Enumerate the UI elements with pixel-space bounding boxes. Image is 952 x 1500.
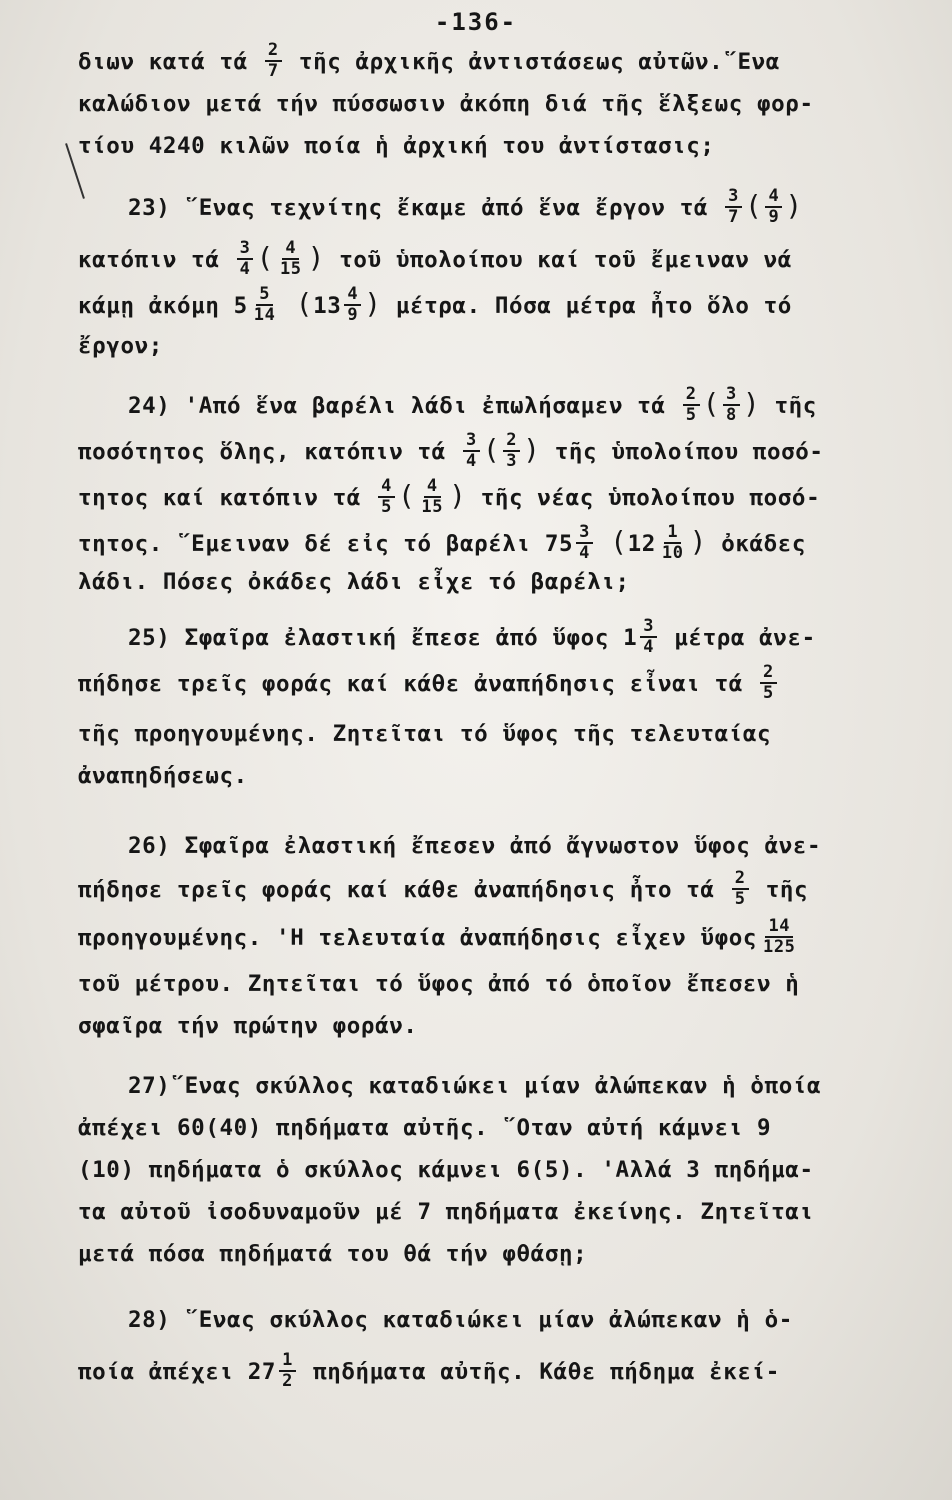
text-segment: 27)῞Ενας σκύλλος καταδιώκει μίαν ἀλώπεκαν ἡ ὁποία <box>128 1073 822 1099</box>
text-line <box>78 661 912 704</box>
mixed-whole: 13 <box>313 293 342 319</box>
text-segment: τίου 4240 κιλῶν ποία ἡ ἀρχική του ἀντίστασις; <box>78 133 715 159</box>
mixed-whole: 27 <box>247 1359 277 1385</box>
text-line <box>78 964 912 1004</box>
fraction: $\frac{3}{4}$ <box>463 432 480 470</box>
fraction: $\frac{2}{5}$ <box>760 664 777 702</box>
text-segment: ἀναπηδήσεως. <box>78 763 248 789</box>
text-segment: κάμῃ ἀκόμη <box>78 293 220 319</box>
fraction: $\frac{4}{5}$ <box>378 478 395 516</box>
page-number: -136- <box>434 8 518 36</box>
text-segment: διων κατά τά <box>78 49 248 75</box>
text-segment: ἔργον; <box>78 333 163 359</box>
text-segment: μέτρα ἀνε- <box>674 625 816 651</box>
text-line <box>78 1349 912 1392</box>
text-segment: πηδήματα αὐτῆς. Κάθε πήδημα ἐκεί- <box>313 1359 780 1385</box>
text-line: τητος καί κατόπιν τά $\frac{4}{5}$ ( $\frac{4}{15}$ ) τῆς νέας ὑπολοίπου ποσό- <box>78 475 821 517</box>
text-line <box>78 867 912 910</box>
text-segment: 25) Σφαῖρα ἐλαστική ἔπεσε ἀπό ὕφος <box>128 625 609 651</box>
mixed-whole: 1 <box>623 625 638 651</box>
text-segment: πήδησε τρεῖς φοράς καί κάθε ἀναπήδησις εἶναι τά <box>78 671 743 697</box>
fraction: $\frac{4}{9}$ <box>765 188 782 226</box>
problem-25-line <box>128 615 912 658</box>
fraction: $\frac{2}{5}$ <box>683 386 700 424</box>
mixed-whole: 75 <box>544 531 574 557</box>
fraction: $\frac{3}{4}$ <box>576 524 593 562</box>
mixed-whole: 5 <box>233 293 248 319</box>
text-segment: τοῦ μέτρου. Ζητεῖται τό ὕφος ἀπό τό ὁποῖον ἔπεσεν ἡ <box>78 971 800 997</box>
fraction: $\frac{4}{9}$ <box>344 286 361 324</box>
text-segment: πήδησε τρεῖς φοράς καί κάθε ἀναπήδησις ἦτο τά <box>78 877 715 903</box>
fraction: $\frac{14}{125}$ <box>763 915 796 957</box>
text-line <box>78 326 912 366</box>
text-line: ποσότητος ὅλης, κατόπιν τά $\frac{3}{4}$ ( $\frac{2}{3}$ ) τῆς ὑπολοίπου ποσό- <box>78 429 824 471</box>
fraction: $\frac{3}{4}$ <box>640 618 657 656</box>
fraction: $\frac{2}{5}$ <box>732 870 749 908</box>
fraction: $\frac{5}{14}$ <box>253 283 276 325</box>
problem-23-line: 23) ῞Ενας τεχνίτης ἔκαμε ἀπό ἕνα ἔργον τά $\frac{3}{7}$ ( $\frac{4}{9}$ ) <box>128 185 803 227</box>
text-line <box>78 126 912 166</box>
text-segment: καλώδιον μετά τήν πύσσωσιν ἀκόπη διά τῆς ἕλξεως φορ- <box>78 91 814 117</box>
fraction: $\frac{3}{8}$ <box>723 386 740 424</box>
fraction: $\frac{1}{2}$ <box>279 1352 296 1390</box>
problem-28-line <box>128 1300 912 1340</box>
text-line <box>78 84 912 124</box>
fraction: $\frac{3}{7}$ <box>725 188 742 226</box>
text-segment: τῆς <box>765 877 809 903</box>
text-segment: μετά πόσα πηδήματά του θά τήν φθάσῃ; <box>78 1241 588 1267</box>
text-segment: ὀκάδες <box>721 531 807 557</box>
text-segment: τῆς ἀρχικῆς ἀντιστάσεως αὐτῶν.῞Ενα <box>298 49 780 75</box>
problem-27-line <box>128 1066 912 1106</box>
mixed-whole: 12 <box>627 531 656 557</box>
text-segment: σφαῖρα τήν πρώτην φοράν. <box>78 1013 418 1039</box>
text-segment: κατόπιν τά <box>78 247 220 273</box>
fraction: $\frac{2}{7}$ <box>265 42 282 80</box>
text-line <box>78 756 912 796</box>
text-line <box>78 1006 912 1046</box>
text-line <box>78 562 912 602</box>
text-line <box>78 714 912 754</box>
fraction: $\frac{4}{15}$ <box>279 237 302 279</box>
text-segment: τῆς προηγουμένης. Ζητεῖται τό ὕφος τῆς τελευταίας <box>78 721 772 747</box>
problem-26-line <box>128 826 912 866</box>
fraction: $\frac{3}{4}$ <box>237 240 254 278</box>
text-line <box>78 915 912 958</box>
text-segment: 28) ῞Ενας σκύλλος καταδιώκει μίαν ἀλώπεκαν ἡ ὁ- <box>128 1307 793 1333</box>
text-segment: τῆς νέας ὑπολοίπου ποσό- <box>480 485 821 511</box>
text-segment: τητος. ῞Εμειναν δέ εἰς τό βαρέλι <box>78 531 531 557</box>
text-segment: τα αὐτοῦ ἰσοδυναμοῦν μέ 7 πηδήματα ἐκείνης. Ζητεῖται <box>78 1199 814 1225</box>
problem-24-line: 24) 'Από ἕνα βαρέλι λάδι ἐπωλήσαμεν τά $\frac{2}{5}$ ( $\frac{3}{8}$ ) τῆς <box>128 383 817 425</box>
text-segment: ποία ἀπέχει <box>78 1359 234 1385</box>
text-line <box>78 1108 912 1148</box>
text-segment: ἀπέχει 60(40) πηδήματα αὐτῆς. ῞Οταν αὐτή κάμνει 9 <box>78 1115 772 1141</box>
fraction: $\frac{4}{15}$ <box>421 475 444 517</box>
text-line <box>78 39 912 82</box>
text-line <box>78 1150 912 1190</box>
text-segment: μέτρα. Πόσα μέτρα ἦτο ὅλο τό <box>395 293 792 319</box>
text-segment: τοῦ ὑπολοίπου καί τοῦ ἔμειναν νά <box>339 247 792 273</box>
text-segment: προηγουμένης. 'Η τελευταία ἀναπήδησις εἶχεν ὕφος <box>78 925 758 951</box>
text-segment: 26) Σφαῖρα ἐλαστική ἔπεσεν ἀπό ἄγνωστον ὕφος ἀνε- <box>128 833 822 859</box>
text-segment: 23) ῞Ενας τεχνίτης ἔκαμε ἀπό ἕνα ἔργον τά <box>128 195 708 221</box>
text-line <box>78 1192 912 1232</box>
fraction: $\frac{1}{10}$ <box>661 521 684 563</box>
text-segment: τῆς <box>774 393 817 419</box>
text-line: κατόπιν τά $\frac{3}{4}$ ( $\frac{4}{15}$ ) τοῦ ὑπολοίπου καί τοῦ ἔμειναν νά <box>78 237 792 279</box>
text-segment: ποσότητος ὅλης, κατόπιν τά <box>78 439 446 465</box>
text-segment: 24) 'Από ἕνα βαρέλι λάδι ἐπωλήσαμεν τά <box>128 393 666 419</box>
text-line: κάμῃ ἀκόμη 5 $\frac{5}{14}$ (13 $\frac{4}{9}$ ) μέτρα. Πόσα μέτρα ἦτο ὅλο τό <box>78 283 792 325</box>
text-line: τητος. ῞Εμειναν δέ εἰς τό βαρέλι 75 $\frac{3}{4}$ (12 $\frac{1}{10}$ ) ὀκάδες <box>78 521 807 563</box>
text-segment: τητος καί κατόπιν τά <box>78 485 361 511</box>
text-line <box>78 1234 912 1274</box>
text-segment: λάδι. Πόσες ὀκάδες λάδι εἶχε τό βαρέλι; <box>78 569 630 595</box>
fraction: $\frac{2}{3}$ <box>503 432 520 470</box>
text-segment: τῆς ὑπολοίπου ποσό- <box>554 439 824 465</box>
text-segment: (10) πηδήματα ὁ σκύλλος κάμνει 6(5). 'Αλλά 3 πηδήμα- <box>78 1157 814 1183</box>
